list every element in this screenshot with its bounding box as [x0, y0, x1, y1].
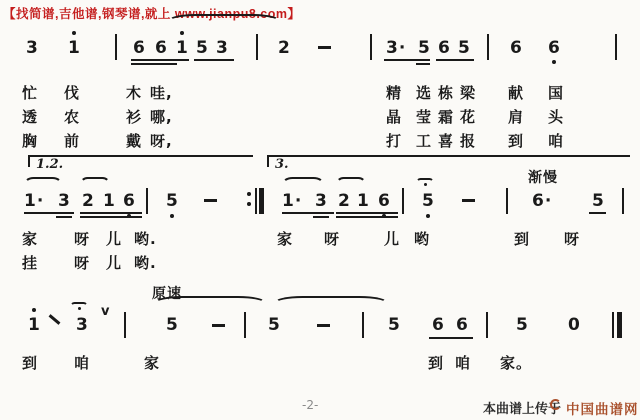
note-digit: 3 — [58, 191, 71, 211]
slur-arc — [274, 296, 388, 310]
lyric-syllable: 挂 — [22, 254, 39, 272]
barline — [486, 312, 488, 338]
lyric-syllable: 儿 — [106, 230, 123, 248]
note-digit: 1 — [103, 191, 116, 211]
lyric-syllable: 呀, — [150, 132, 173, 150]
octave-dot — [247, 192, 251, 196]
volta-label: 1.2. — [36, 157, 64, 172]
note-digit: 5 — [458, 38, 471, 58]
lyric-syllable: 透 — [22, 108, 39, 126]
note-digit: 5 — [268, 315, 281, 335]
note-digit: 1 — [176, 38, 189, 58]
barline — [615, 34, 617, 60]
octave-dot — [552, 60, 556, 64]
beam-underline — [436, 59, 474, 61]
barline — [244, 312, 246, 338]
note-digit: 1 — [68, 38, 81, 58]
lyric-syllable: 家 — [277, 230, 294, 248]
lyric-syllable: 花 — [460, 108, 477, 126]
beam-underline — [336, 216, 398, 218]
note-digit: 5 — [166, 191, 179, 211]
octave-dot — [247, 202, 251, 206]
lyric-syllable: 儿 — [384, 230, 401, 248]
note-digit: 6 — [123, 191, 136, 211]
note-digit: 5 — [418, 38, 431, 58]
slur-arc — [24, 177, 62, 191]
volta-label: 3. — [275, 157, 289, 172]
slur-arc — [80, 177, 110, 191]
lyric-syllable: 霜 — [438, 108, 455, 126]
lyric-syllable: 哟 — [414, 230, 431, 248]
lyric-syllable: 咱 — [455, 354, 472, 372]
lyric-syllable: 到 — [508, 132, 525, 150]
note-digit: 3 — [315, 191, 328, 211]
octave-dot — [180, 31, 184, 35]
site-name: 中国曲谱网 — [566, 402, 639, 418]
octave-dot — [32, 308, 36, 312]
octave-dot — [426, 214, 430, 218]
lyric-syllable: 衫 — [126, 108, 143, 126]
lyric-syllable: 栋 — [438, 84, 455, 102]
lyric-syllable: 呀 — [74, 254, 91, 272]
slur-arc — [336, 177, 366, 191]
note-digit: 5 — [592, 191, 605, 211]
lyric-syllable: 打 — [386, 132, 403, 150]
upload-note: 本曲谱上传于 — [483, 402, 562, 417]
beam-underline — [131, 59, 189, 61]
lyric-syllable: 呀 — [564, 230, 581, 248]
beam-underline — [194, 59, 234, 61]
lyric-syllable: 梁 — [460, 84, 477, 102]
note-digit: 1 — [357, 191, 370, 211]
note-digit: 6 — [133, 38, 146, 58]
note-digit: 5 — [196, 38, 209, 58]
note-digit: 3 — [26, 38, 39, 58]
note-digit: 6 — [510, 38, 523, 58]
barline — [124, 312, 126, 338]
barline — [146, 188, 148, 214]
lyric-syllable: 咱 — [548, 132, 565, 150]
octave-dot — [72, 31, 76, 35]
lyric-syllable: 胸 — [22, 132, 39, 150]
lyric-syllable: 到 — [514, 230, 531, 248]
beam-underline — [24, 212, 74, 214]
note-digit: 6 — [438, 38, 451, 58]
beam-underline — [416, 63, 430, 65]
note-digit: 6 — [432, 315, 445, 335]
site-logo-icon — [550, 399, 561, 410]
lyric-syllable: 儿 — [106, 254, 123, 272]
lyric-syllable: 肩 — [508, 108, 525, 126]
lyric-syllable: 到 — [22, 354, 39, 372]
lyric-syllable: 精 — [386, 84, 403, 102]
note-digit: 6 — [155, 38, 168, 58]
lyric-syllable: 伐 — [64, 84, 81, 102]
note-digit: 3· — [386, 38, 407, 58]
lyric-syllable: 前 — [64, 132, 81, 150]
beam-underline — [80, 216, 142, 218]
lyric-syllable: 农 — [64, 108, 81, 126]
note-digit: 6 — [456, 315, 469, 335]
barline — [362, 312, 364, 338]
lyric-syllable: 家。 — [500, 354, 533, 372]
dash-prolong-mark — [462, 199, 475, 202]
lyric-syllable: 哟. — [134, 230, 157, 248]
fermata-icon — [416, 178, 434, 187]
lyric-syllable: 呀 — [324, 230, 341, 248]
dash-prolong-mark — [318, 46, 331, 49]
slur-arc — [154, 296, 266, 310]
note-digit: 6 — [548, 38, 561, 58]
tempo-label: 渐慢 — [528, 170, 558, 186]
note-digit: 3 — [216, 38, 229, 58]
note-digit: 5 — [422, 191, 435, 211]
note-digit: 2 — [82, 191, 95, 211]
barline — [612, 312, 614, 338]
beam-underline — [336, 212, 398, 214]
slur-arc — [168, 14, 280, 28]
breath-mark-icon: v — [101, 304, 110, 319]
lyric-syllable: 咱 — [74, 354, 91, 372]
note-digit: 1· — [24, 191, 45, 211]
barline — [115, 34, 117, 60]
note-digit: 5 — [166, 315, 179, 335]
dash-prolong-mark — [212, 324, 225, 327]
note-digit: 5 — [388, 315, 401, 335]
note-digit: 6 — [378, 191, 391, 211]
lyric-syllable: 献 — [508, 84, 525, 102]
volta-bracket — [267, 155, 630, 167]
note-digit: 3 — [76, 315, 89, 335]
beam-underline — [56, 216, 72, 218]
note-digit: 0 — [568, 315, 581, 335]
lyric-syllable: 哪, — [150, 108, 173, 126]
barline — [487, 34, 489, 60]
beam-underline — [384, 59, 430, 61]
lyric-syllable: 喜 — [438, 132, 455, 150]
fermata-icon — [70, 302, 88, 311]
beam-underline — [282, 212, 334, 214]
lyric-syllable: 哇, — [150, 84, 173, 102]
lyric-syllable: 选 — [416, 84, 433, 102]
dash-prolong-mark — [317, 324, 330, 327]
lyric-syllable: 工 — [416, 132, 433, 150]
lyric-syllable: 家 — [22, 230, 39, 248]
dash-prolong-mark — [204, 199, 217, 202]
note-digit: 2 — [278, 38, 291, 58]
lyric-syllable: 家 — [144, 354, 161, 372]
tempo-label: 原速 — [152, 286, 182, 302]
note-digit: 2 — [338, 191, 351, 211]
note-digit: 1 — [28, 315, 41, 335]
beam-underline — [313, 216, 329, 218]
lyric-syllable: 忙 — [22, 84, 39, 102]
beam-underline — [429, 337, 473, 339]
beam-underline — [589, 212, 606, 214]
lyric-syllable: 戴 — [126, 132, 143, 150]
barline — [402, 188, 404, 214]
note-digit: 5 — [516, 315, 529, 335]
barline — [622, 188, 624, 214]
barline — [370, 34, 372, 60]
lyric-syllable: 到 — [428, 354, 445, 372]
lyric-syllable: 呀 — [74, 230, 91, 248]
lyric-syllable: 木 — [126, 84, 143, 102]
lyric-syllable: 报 — [460, 132, 477, 150]
watermark-header: 【找简谱,吉他谱,钢琴谱,就上 www.jianpu8.com】 — [3, 7, 301, 21]
slide-mark-icon — [49, 314, 61, 325]
lyric-syllable: 国 — [548, 84, 565, 102]
octave-dot — [170, 214, 174, 218]
lyric-syllable: 莹 — [416, 108, 433, 126]
barline — [255, 188, 257, 214]
note-digit: 1· — [282, 191, 303, 211]
lyric-syllable: 哟. — [134, 254, 157, 272]
beam-underline — [131, 63, 177, 65]
barline — [256, 34, 258, 60]
beam-underline — [80, 212, 142, 214]
lyric-syllable: 头 — [548, 108, 565, 126]
thick-barline — [259, 188, 264, 214]
thick-barline — [617, 312, 622, 338]
barline — [506, 188, 508, 214]
lyric-syllable: 晶 — [386, 108, 403, 126]
slur-arc — [282, 177, 324, 191]
note-digit: 6· — [532, 191, 553, 211]
page-number: -2- — [302, 398, 319, 412]
